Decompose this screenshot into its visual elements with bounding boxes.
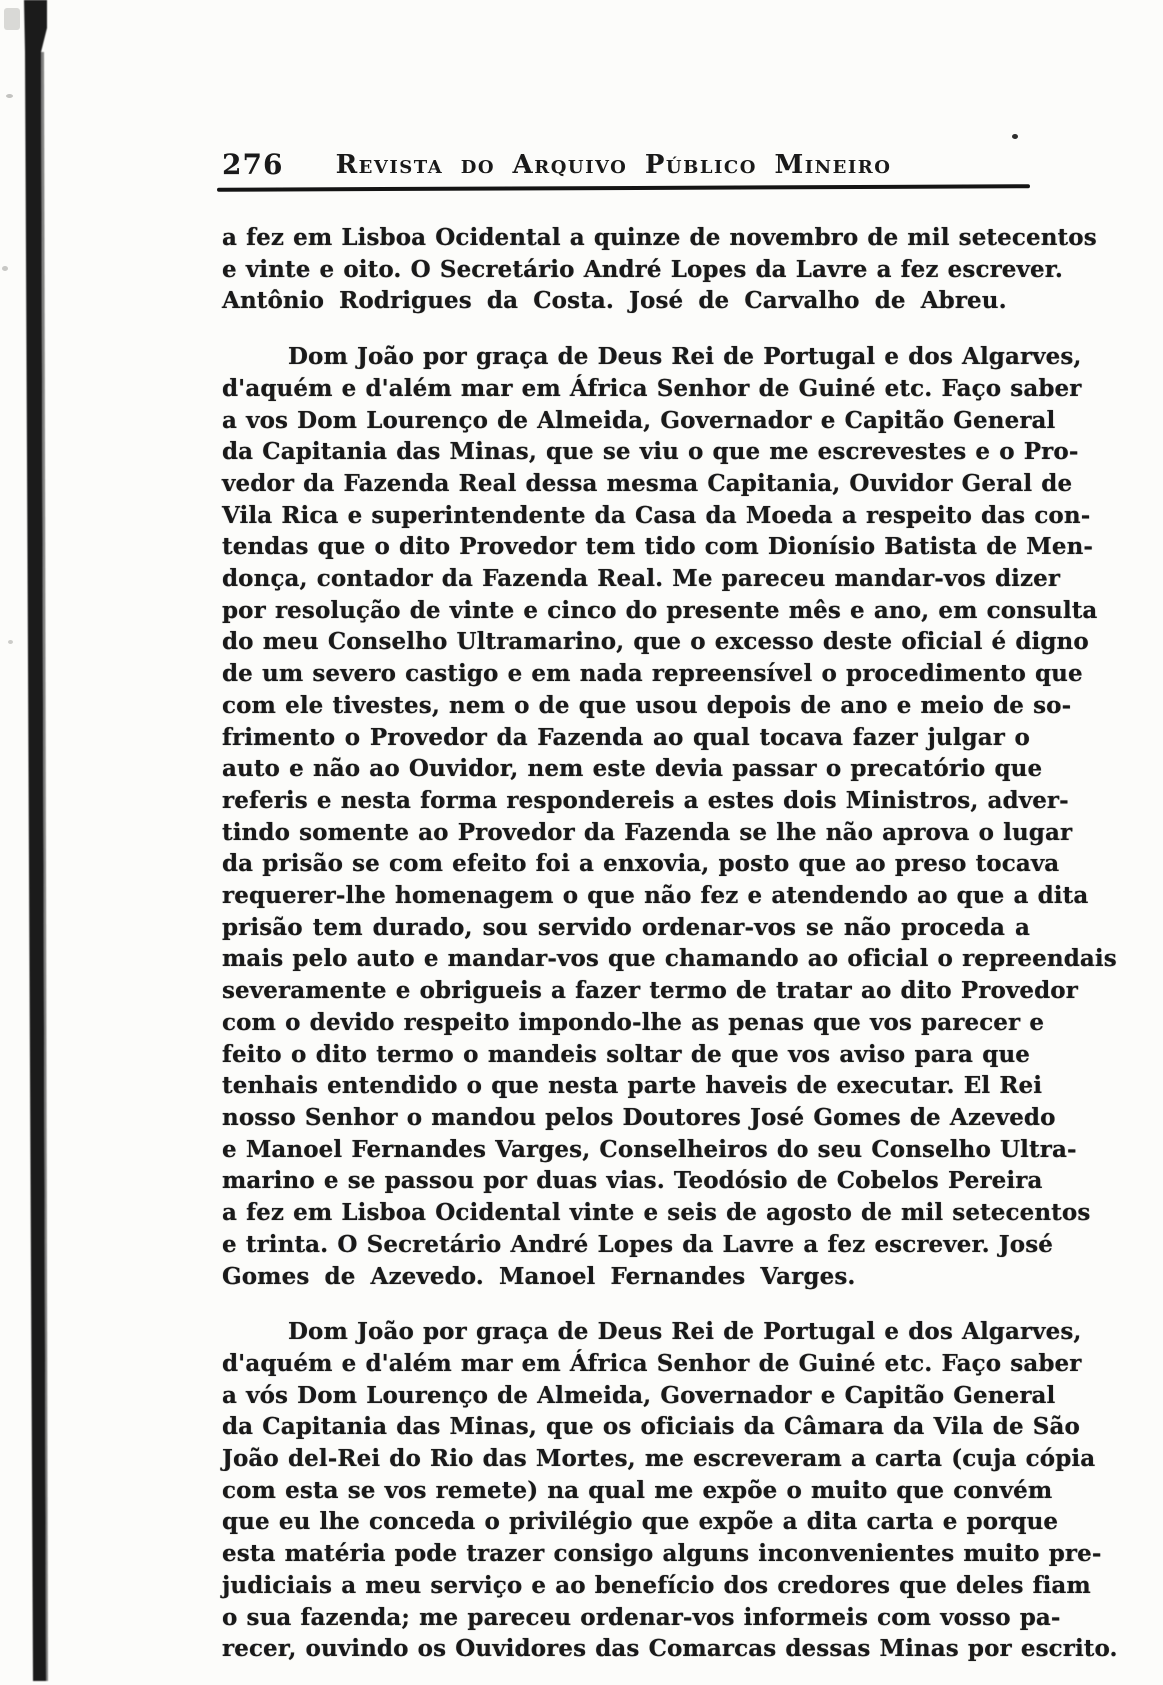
text-line: nosso Senhor o mandou pelos Doutores José Gomes de Azevedo: [222, 1103, 1056, 1131]
text-line: feito o dito termo o mandeis soltar de que vos aviso para que: [222, 1040, 1030, 1068]
text-line: com esta se vos remete) na qual me expõe o muito que convém: [222, 1476, 1053, 1504]
header-rule: [217, 184, 1030, 192]
text-line: Dom João por graça de Deus Rei de Portugal e dos Algarves,: [288, 1318, 1082, 1346]
text-line: da Capitania das Minas, que se viu o que me escrevestes e o Pro-: [222, 438, 1079, 466]
text-line: Vila Rica e superintendente da Casa da Moeda a respeito das con-: [222, 501, 1091, 529]
text-line: auto e não ao Ouvidor, nem este devia passar o precatório que: [222, 755, 1043, 783]
text-line: severamente e obrigueis a fazer termo de tratar ao dito Provedor: [222, 977, 1078, 1005]
text-line: marino e se passou por duas vias. Teodósio de Cobelos Pereira: [222, 1167, 1043, 1195]
text-line: da Capitania das Minas, que os oficiais da Câmara da Vila de São: [222, 1413, 1080, 1441]
text-line: vedor da Fazenda Real dessa mesma Capitania, Ouvidor Geral de: [222, 469, 1073, 497]
text-line: donça, contador da Fazenda Real. Me pareceu mandar-vos dizer: [222, 565, 1061, 593]
scan-speck: [2, 266, 8, 271]
text-line: tenhais entendido o que nesta parte haveis de executar. El Rei: [222, 1072, 1043, 1100]
paragraph: [222, 1316, 1118, 1665]
text-line: Gomes de Azevedo. Manoel Fernandes Varges.: [222, 1262, 856, 1290]
text-line: judiciais a meu serviço e ao benefício dos credores que deles fiam: [222, 1571, 1091, 1599]
book-gutter-shadow: [0, 0, 60, 1681]
text-line: tendas que o dito Provedor tem tido com Dionísio Batista de Men-: [222, 533, 1094, 561]
scan-speck: [1012, 134, 1018, 139]
text-line: d'aquém e d'além mar em África Senhor de Guiné etc. Faço saber: [222, 374, 1082, 402]
text-line: e trinta. O Secretário André Lopes da Lavre a fez escrever. José: [222, 1230, 1054, 1258]
page-body: [222, 222, 1118, 1665]
text-line: mais pelo auto e mandar-vos que chamando ao oficial o repreendais: [222, 945, 1117, 973]
text-line: a fez em Lisboa Ocidental vinte e seis de agosto de mil setecentos: [222, 1199, 1091, 1227]
text-line: requerer-lhe homenagem o que não fez e atendendo ao que a dita: [222, 882, 1089, 910]
text-line: esta matéria pode trazer consigo alguns inconvenientes muito pre-: [222, 1540, 1102, 1568]
text-line: Dom João por graça de Deus Rei de Portugal e dos Algarves,: [288, 343, 1082, 371]
journal-title: Revista do Arquivo Público Mineiro: [335, 150, 892, 180]
text-line: o sua fazenda; me pareceu ordenar-vos informeis com vosso pa-: [222, 1603, 1061, 1631]
text-line: com o devido respeito impondo-lhe as penas que vos parecer e: [222, 1008, 1045, 1036]
text-line: e Manoel Fernandes Varges, Conselheiros do seu Conselho Ultra-: [222, 1135, 1077, 1163]
text-line: a vós Dom Lourenço de Almeida, Governador e Capitão General: [222, 1381, 1056, 1409]
text-line: a vos Dom Lourenço de Almeida, Governador e Capitão General: [222, 406, 1056, 434]
page-number: 276: [222, 148, 284, 181]
text-line: e vinte e oito. O Secretário André Lopes da Lavre a fez escrever.: [222, 255, 1063, 283]
text-line: da prisão se com efeito foi a enxovia, posto que ao preso tocava: [222, 850, 1060, 878]
text-line: frimento o Provedor da Fazenda ao qual tocava fazer julgar o: [222, 723, 1030, 751]
text-line: d'aquém e d'além mar em África Senhor de Guiné etc. Faço saber: [222, 1349, 1082, 1377]
text-line: que eu lhe conceda o privilégio que expõe a dita carta e porque: [222, 1508, 1059, 1536]
text-line: João del-Rei do Rio das Mortes, me escreveram a carta (cuja cópia: [222, 1445, 1096, 1473]
page-header: [222, 148, 1030, 184]
text-line: com ele tivestes, nem o de que usou depois de ano e meio de so-: [222, 691, 1072, 719]
paragraph: [222, 222, 1097, 317]
text-line: do meu Conselho Ultramarino, que o excesso deste oficial é digno: [222, 628, 1089, 656]
text-line: recer, ouvindo os Ouvidores das Comarcas dessas Minas por escrito.: [222, 1635, 1118, 1663]
text-line: prisão tem durado, sou servido ordenar-vos se não proceda a: [222, 913, 1030, 941]
text-line: por resolução de vinte e cinco do presente mês e ano, em consulta: [222, 596, 1098, 624]
scan-speck: [6, 94, 13, 98]
text-line: referis e nesta forma respondereis a estes dois Ministros, adver-: [222, 786, 1069, 814]
text-line: tindo somente ao Provedor da Fazenda se lhe não aprova o lugar: [222, 818, 1073, 846]
scan-smudge: [4, 8, 20, 30]
text-line: Antônio Rodrigues da Costa. José de Carvalho de Abreu.: [222, 287, 1007, 315]
text-line: a fez em Lisboa Ocidental a quinze de novembro de mil setecentos: [222, 224, 1097, 251]
paragraph: [222, 341, 1117, 1292]
scan-speck: [8, 640, 13, 644]
text-line: de um severo castigo e em nada repreensível o procedimento que: [222, 660, 1083, 688]
